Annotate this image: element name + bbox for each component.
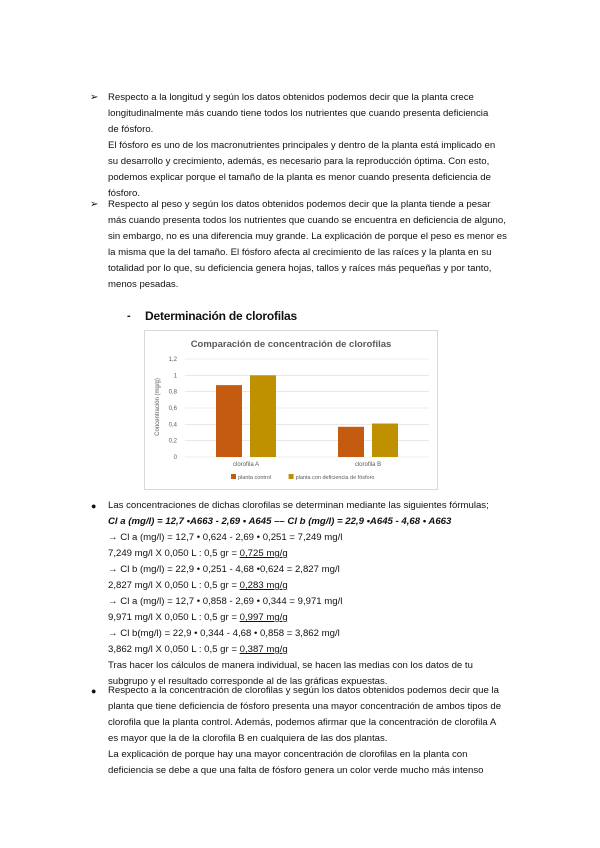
legend-label: planta con deficiencia de fósforo (295, 475, 375, 481)
text-line: la misma que la del tamaño. El fósforo afecta al crecimiento de las raíces y la planta en su (108, 247, 492, 258)
text-line: menos pesadas. (108, 279, 179, 290)
calc-line (108, 642, 528, 658)
text-line: subgrupo y el resultado corresponde al de las gráficas expuestas. (108, 676, 388, 687)
calc-line (108, 562, 528, 578)
bar (338, 427, 364, 457)
text-line: planta que tiene deficiencia de fósforo presenta una mayor concentración de ambos tipos de (108, 701, 502, 712)
text-line: Respecto al peso y según los datos obtenidos podemos decir que la planta tiende a pesar (108, 199, 491, 210)
text-line: clorofila que la planta control. Además, podemos afirmar que la concentración de clorofila A (108, 717, 497, 728)
y-tick-label: 0,8 (168, 389, 177, 396)
calc-text: → Cl a (mg/l) = 12,7 • 0,858 - 2,69 • 0,344 = 9,971 mg/l (108, 596, 343, 607)
legend-label: planta control (238, 475, 272, 481)
x-tick-label: clorofila A (232, 462, 260, 468)
text-line: El fósforo es uno de los macronutrientes principales y dentro de la planta está implicado en (108, 140, 496, 151)
y-tick-label: 1,2 (168, 357, 177, 363)
calc-line (108, 578, 528, 594)
text-line: más cuando presenta todos los nutrientes que cuando se encuentra en deficiencia de alguno, (108, 215, 506, 226)
calc-text: → Cl b(mg/l) = 22,9 • 0,344 - 4,68 • 0,858 = 3,862 mg/l (108, 628, 340, 639)
y-tick-label: 0,2 (168, 438, 177, 445)
section-heading: Determinación de clorofilas (145, 309, 297, 323)
paragraph-peso (108, 197, 528, 293)
text-line: longitudinalmente más cuando tiene todos los nutrientes que cuando presenta deficiencia (108, 108, 489, 119)
text-line: de fósforo. (108, 124, 154, 135)
calc-result: 0,387 mg/g (239, 644, 288, 655)
text-line: es mayor que la de la clorofila B en cualquiera de las dos plantas. (108, 733, 388, 744)
paragraph-formulas (108, 498, 528, 690)
calc-text: → Cl b (mg/l) = 22,9 • 0,251 - 4,68 •0,624 = 2,827 mg/l (108, 564, 340, 575)
calc-line (108, 610, 528, 626)
y-tick-label: 0,4 (168, 422, 177, 429)
heading-dash: - (127, 310, 131, 322)
calc-line (108, 594, 528, 610)
text-line: fósforo. (108, 188, 140, 199)
formula-line: Cl a (mg/l) = 12,7 •A663 - 2,69 • A645 –– Cl b (mg/l) = 22,9 •A645 - 4,68 • A663 (108, 516, 452, 527)
text-line: sin embargo, no es una diferencia muy grande. La explicación de porque el peso es menor es (108, 231, 507, 242)
y-axis-label: Concentración (mg/g) (155, 378, 161, 436)
paragraph-concentracion (108, 683, 528, 779)
y-tick-label: 1 (173, 373, 177, 380)
text-line: Las concentraciones de dichas clorofilas se determinan mediante las siguientes fórmulas; (108, 500, 489, 511)
chart-bars (216, 375, 398, 457)
dot-bullet: ● (91, 686, 97, 696)
calc-result: 0,283 mg/g (239, 580, 288, 591)
legend-swatch (231, 474, 236, 479)
y-tick-label: 0,6 (168, 406, 177, 412)
calc-line (108, 530, 528, 546)
text-line: Respecto a la concentración de clorofilas y según los datos obtenidos podemos decir que la (108, 685, 499, 696)
y-tick-labels (169, 357, 178, 461)
paragraph-longitud (108, 90, 528, 202)
text-line: Respecto a la longitud y según los datos obtenidos podemos decir que la planta crece (108, 92, 474, 103)
calc-text: 3,862 mg/l X 0,050 L : 0,5 gr = (108, 644, 240, 655)
calc-text: 9,971 mg/l X 0,050 L : 0,5 gr = (108, 612, 240, 623)
chart-svg (145, 331, 437, 489)
text-line: totalidad por lo que, su deficiencia genera hojas, tallos y raíces más pequeñas y por tanto, (108, 263, 492, 274)
chart-title: Comparación de concentración de clorofilas (190, 339, 392, 350)
calc-result: 0,997 mg/g (239, 612, 288, 623)
calc-line (108, 626, 528, 642)
chlorophyll-chart (144, 330, 438, 490)
dot-bullet: ● (91, 501, 97, 511)
x-tick-labels (233, 462, 381, 468)
bar (250, 375, 276, 457)
y-tick-label: 0 (173, 455, 177, 461)
text-line: podemos explicar porque el tamaño de la planta es menor cuando presenta deficiencia de (108, 172, 491, 183)
text-line: deficiencia se debe a que una falta de fósforo genera un color verde mucho más intenso (108, 765, 484, 776)
arrow-bullet: ➢ (90, 92, 99, 103)
calc-line (108, 546, 528, 562)
legend-swatch (289, 474, 294, 479)
text-line: Tras hacer los cálculos de manera individual, se hacen las medias con los datos de tu (108, 660, 473, 671)
bar (372, 424, 398, 457)
calc-text: → Cl a (mg/l) = 12,7 • 0,624 - 2,69 • 0,251 = 7,249 mg/l (108, 532, 343, 543)
text-line: La explicación de porque hay una mayor concentración de clorofilas en la planta con (108, 749, 468, 760)
arrow-bullet: ➢ (90, 199, 99, 210)
chart-legend (231, 474, 374, 481)
calc-text: 7,249 mg/l X 0,050 L : 0,5 gr = (108, 548, 240, 559)
text-line: su desarrollo y crecimiento, además, es necesario para la reproducción óptima. Con esto, (108, 156, 490, 167)
calc-text: 2,827 mg/l X 0,050 L : 0,5 gr = (108, 580, 240, 591)
calc-result: 0,725 mg/g (239, 548, 288, 559)
bar (216, 385, 242, 457)
x-tick-label: clorofila B (354, 462, 382, 468)
